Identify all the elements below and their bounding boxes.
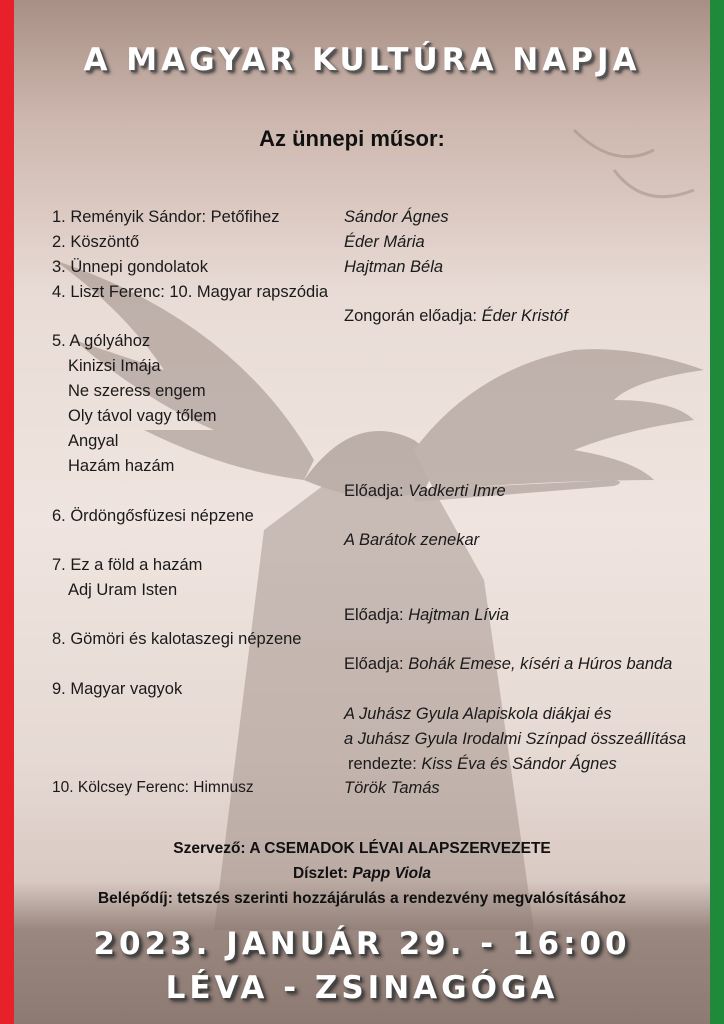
- program-item: 10. Kölcsey Ferenc: Himnusz: [52, 779, 254, 796]
- performer: Előadja: Bohák Emese, kíséri a Húros banda: [344, 655, 673, 673]
- program-item: 6. Ördöngősfüzesi népzene: [52, 507, 254, 525]
- poster: [14, 0, 710, 1024]
- program-item: 1. Reményik Sándor: Petőfihez: [52, 208, 280, 226]
- performer: A Barátok zenekar: [344, 531, 480, 549]
- event-title: A MAGYAR KULTÚRA NAPJA: [83, 42, 641, 78]
- event-location: LÉVA - ZSINAGÓGA: [165, 970, 559, 1006]
- performer: Sándor Ágnes: [344, 208, 449, 226]
- performer: a Juhász Gyula Irodalmi Színpad összeállítása: [344, 730, 687, 748]
- organizer-line: Szervező: A CSEMADOK LÉVAI ALAPSZERVEZETE: [173, 840, 551, 857]
- program-item: 5. A gólyához: [52, 332, 151, 350]
- program-item: 4. Liszt Ferenc: 10. Magyar rapszódia: [52, 283, 329, 301]
- performer: Hajtman Béla: [344, 258, 444, 276]
- performer: Előadja: Vadkerti Imre: [344, 482, 506, 500]
- program-heading: Az ünnepi műsor:: [259, 126, 445, 151]
- performer: Előadja: Hajtman Lívia: [344, 606, 510, 624]
- performer: rendezte: Kiss Éva és Sándor Ágnes: [348, 755, 617, 773]
- performer: A Juhász Gyula Alapiskola diákjai és: [344, 705, 612, 723]
- program-item: 7. Ez a föld a hazám: [52, 556, 203, 574]
- flag-green-stripe: [710, 0, 724, 1024]
- program-item: 3. Ünnepi gondolatok: [52, 258, 208, 276]
- program-item: 8. Gömöri és kalotaszegi népzene: [52, 630, 302, 648]
- decor-line: Díszlet: Papp Viola: [292, 865, 432, 882]
- program-item: 9. Magyar vagyok: [52, 680, 183, 698]
- flag-red-stripe: [0, 0, 14, 1024]
- program-subitem: Oly távol vagy tőlem: [68, 407, 217, 425]
- performer: Török Tamás: [344, 779, 440, 797]
- program-subitem: Angyal: [68, 432, 119, 450]
- program-item: 2. Köszöntő: [52, 233, 140, 251]
- performer: Éder Mária: [344, 233, 425, 251]
- performer: Zongorán előadja: Éder Kristóf: [344, 307, 568, 325]
- entry-fee-line: Belépődíj: tetszés szerinti hozzájárulás a rendezvény megvalósításához: [97, 890, 627, 907]
- program-subitem: Adj Uram Isten: [68, 581, 178, 599]
- program-subitem: Hazám hazám: [68, 457, 175, 475]
- program-subitem: Kinizsi Imája: [68, 357, 161, 375]
- event-datetime: 2023. JANUÁR 29. - 16:00: [93, 926, 631, 962]
- program-subitem: Ne szeress engem: [68, 382, 206, 400]
